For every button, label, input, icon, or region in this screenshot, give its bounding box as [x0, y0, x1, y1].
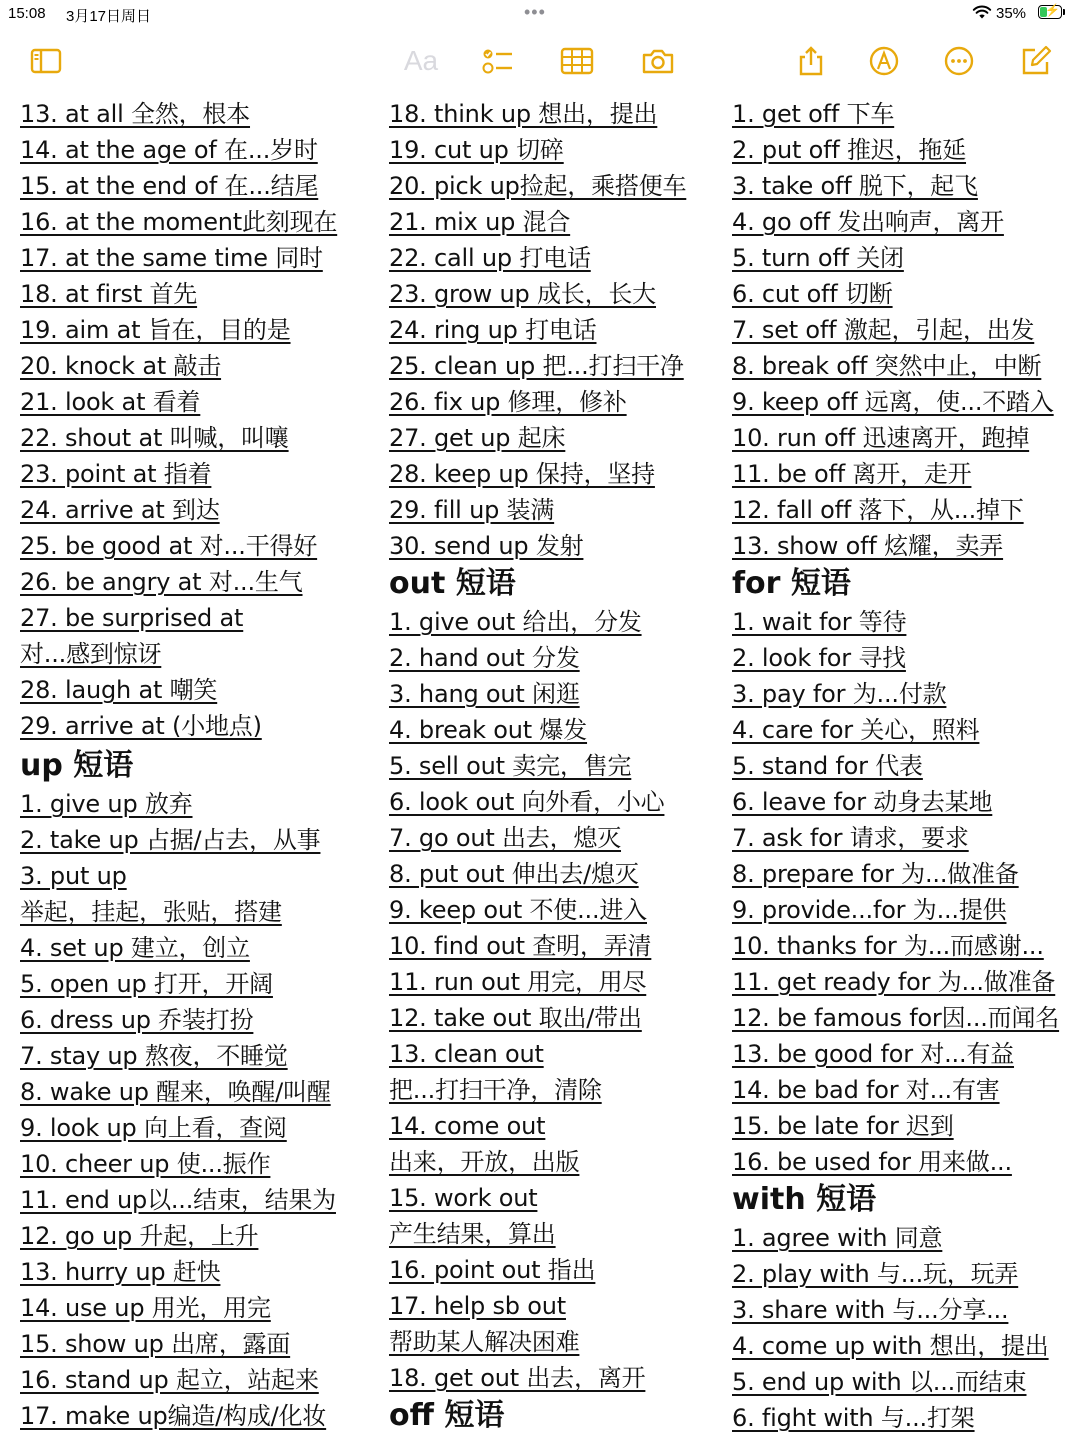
phrase-line: 21. look at 看着: [20, 388, 201, 416]
more-icon: [942, 45, 976, 77]
phrase-line: 30. send up 发射: [389, 532, 584, 560]
phrase-line: 20. knock at 敲击: [20, 352, 222, 380]
phrase-line: 15. work out: [389, 1184, 538, 1212]
phrase-line: 18. think up 想出，提出: [389, 100, 658, 128]
phrase-line: 14. at the age of 在...岁时: [20, 136, 318, 164]
phrase-line: 7. ask for 请求，要求: [732, 824, 969, 852]
checklist-button[interactable]: [478, 44, 516, 78]
compose-button[interactable]: [1017, 44, 1055, 78]
phrase-line: 10. find out 查明，弄清: [389, 932, 652, 960]
phrase-line: 12. fall off 落下，从...掉下: [732, 496, 1024, 524]
table-icon: [560, 45, 594, 77]
phrase-line: 帮助某人解决困难: [389, 1328, 580, 1356]
phrase-line: 3. pay for 为...付款: [732, 680, 947, 708]
table-button[interactable]: [558, 44, 596, 78]
phrase-line: 2. play with 与...玩，玩弄: [732, 1260, 1019, 1288]
phrase-line: 27. be surprised at: [20, 604, 244, 632]
phrase-line: 16. be used for 用来做...: [732, 1148, 1012, 1176]
phrase-line: 15. show up 出席，露面: [20, 1330, 291, 1358]
status-time: 15:08: [8, 5, 46, 22]
note-column-3: [732, 96, 1078, 1436]
phrase-line: 举起，挂起，张贴，搭建: [20, 898, 282, 926]
phrase-line: 9. provide...for 为...提供: [732, 896, 1007, 924]
phrase-line: 出来，开放，出版: [389, 1148, 580, 1176]
phrase-line: 28. keep up 保持，坚持: [389, 460, 655, 488]
section-heading: out 短语: [389, 566, 516, 601]
phrase-line: 1. give up 放弃: [20, 790, 193, 818]
phrase-line: 3. take off 脱下，起飞: [732, 172, 978, 200]
phrase-line: 16. stand up 起立，站起来: [20, 1366, 319, 1394]
phrase-line: 26. fix up 修理，修补: [389, 388, 627, 416]
phrase-line: 7. stay up 熬夜，不睡觉: [20, 1042, 288, 1070]
battery-nub: [1063, 9, 1065, 15]
phrase-line: 16. point out 指出: [389, 1256, 596, 1284]
phrase-line: 11. end up以...结束，结果为: [20, 1186, 336, 1214]
phrase-line: 3. share with 与...分享...: [732, 1296, 1009, 1324]
phrase-line: 25. clean up 把...打扫干净: [389, 352, 684, 380]
phrase-line: 5. end up with 以...而结束: [732, 1368, 1027, 1396]
phrase-line: 29. arrive at (小地点): [20, 712, 262, 740]
phrase-line: 10. cheer up 使...振作: [20, 1150, 271, 1178]
phrase-line: 12. take out 取出/带出: [389, 1004, 642, 1032]
phrase-line: 9. look up 向上看，查阅: [20, 1114, 287, 1142]
phrase-line: 3. hang out 闲逛: [389, 680, 580, 708]
phrase-line: 5. sell out 卖完，售完: [389, 752, 632, 780]
phrase-line: 1. get off 下车: [732, 100, 895, 128]
checklist-icon: [480, 45, 514, 77]
phrase-line: 14. use up 用光，用完: [20, 1294, 271, 1322]
phrase-line: 9. keep off 远离，使...不踏入: [732, 388, 1054, 416]
phrase-line: 20. pick up捡起，乘搭便车: [389, 172, 687, 200]
phrase-line: 15. be late for 迟到: [732, 1112, 954, 1140]
phrase-line: 28. laugh at 嘲笑: [20, 676, 218, 704]
phrase-line: 13. at all 全然，根本: [20, 100, 251, 128]
phrase-line: 4. come up with 想出，提出: [732, 1332, 1049, 1360]
phrase-line: 6. dress up 乔装打扮: [20, 1006, 254, 1034]
phrase-line: 8. prepare for 为...做准备: [732, 860, 1019, 888]
phrase-line: 25. be good at 对...干得好: [20, 532, 318, 560]
phrase-line: 27. get up 起床: [389, 424, 566, 452]
phrase-line: 13. hurry up 赶快: [20, 1258, 221, 1286]
phrase-line: 11. run out 用完，用尽: [389, 968, 647, 996]
phrase-line: 5. stand for 代表: [732, 752, 923, 780]
phrase-line: 18. get out 出去，离开: [389, 1364, 646, 1392]
phrase-line: 23. point at 指着: [20, 460, 212, 488]
phrase-line: 22. call up 打电话: [389, 244, 591, 272]
battery-percent: 35%: [996, 5, 1027, 22]
phrase-line: 10. run off 迅速离开，跑掉: [732, 424, 1030, 452]
phrase-line: 13. show off 炫耀，卖弄: [732, 532, 1004, 560]
section-heading: for 短语: [732, 566, 851, 601]
phrase-line: 16. at the moment此刻现在: [20, 208, 338, 236]
phrase-line: 6. leave for 动身去某地: [732, 788, 993, 816]
status-date: 3月17日周日: [66, 8, 152, 25]
compose-icon: [1019, 45, 1053, 77]
phrase-line: 4. set up 建立，创立: [20, 934, 250, 962]
phrase-line: 4. care for 关心，照料: [732, 716, 980, 744]
phrase-line: 18. at first 首先: [20, 280, 198, 308]
phrase-line: 4. go off 发出响声，离开: [732, 208, 1004, 236]
camera-button[interactable]: [639, 44, 677, 78]
phrase-line: 把...打扫干净，清除: [389, 1076, 602, 1104]
phrase-line: 13. clean out: [389, 1040, 544, 1068]
notes-toolbar: [0, 36, 1080, 86]
phrase-line: 2. look for 寻找: [732, 644, 906, 672]
phrase-line: 15. at the end of 在...结尾: [20, 172, 319, 200]
phrase-line: 5. turn off 关闭: [732, 244, 904, 272]
phrase-line: 产生结果，算出: [389, 1220, 556, 1248]
phrase-line: 12. go up 升起，上升: [20, 1222, 259, 1250]
markup-button[interactable]: [865, 44, 903, 78]
more-button[interactable]: [940, 44, 978, 78]
phrase-line: 8. break off 突然中止，中断: [732, 352, 1042, 380]
phrase-line: 14. be bad for 对...有害: [732, 1076, 1000, 1104]
phrase-line: 21. mix up 混合: [389, 208, 571, 236]
markup-icon: [867, 45, 901, 77]
phrase-line: 5. open up 打开，开阔: [20, 970, 273, 998]
phrase-line: 1. give out 给出，分发: [389, 608, 642, 636]
status-bar: [0, 0, 1080, 28]
phrase-line: 9. keep out 不使...进入: [389, 896, 647, 924]
phrase-line: 8. put out 伸出去/熄灭: [389, 860, 639, 888]
phrase-line: 4. break out 爆发: [389, 716, 588, 744]
phrase-line: 3. put up: [20, 862, 127, 890]
phrase-line: 2. take up 占据/占去，从事: [20, 826, 321, 854]
phrase-line: 1. agree with 同意: [732, 1224, 943, 1252]
phrase-line: 24. arrive at 到达: [20, 496, 220, 524]
phrase-line: 1. wait for 等待: [732, 608, 907, 636]
note-column-2: [389, 96, 719, 1436]
phrase-line: 24. ring up 打电话: [389, 316, 597, 344]
format-label: Aa: [403, 45, 439, 76]
phrase-line: 10. thanks for 为...而感谢...: [732, 932, 1044, 960]
camera-icon: [641, 45, 675, 77]
share-button[interactable]: [792, 44, 830, 78]
phrase-line: 7. go out 出去，熄灭: [389, 824, 622, 852]
section-heading: off 短语: [389, 1398, 505, 1433]
multitasking-dots-icon[interactable]: •••: [524, 2, 546, 22]
share-icon: [794, 45, 828, 77]
phrase-line: 8. wake up 醒来，唤醒/叫醒: [20, 1078, 331, 1106]
phrase-line: 17. help sb out: [389, 1292, 566, 1320]
phrase-line: 7. set off 激起，引起，出发: [732, 316, 1035, 344]
phrase-line: 12. be famous for因...而闻名: [732, 1004, 1060, 1032]
phrase-line: 19. aim at 旨在，目的是: [20, 316, 291, 344]
format-button[interactable]: [399, 44, 443, 78]
phrase-line: 11. be off 离开，走开: [732, 460, 972, 488]
phrase-line: 29. fill up 装满: [389, 496, 555, 524]
note-column-1: [20, 96, 370, 1434]
section-heading: with 短语: [732, 1182, 877, 1217]
phrase-line: 19. cut up 切碎: [389, 136, 564, 164]
sidebar-icon: [29, 45, 63, 77]
phrase-line: 22. shout at 叫喊，叫嚷: [20, 424, 289, 452]
section-heading: up 短语: [20, 748, 134, 783]
phrase-line: 17. make up编造/构成/化妆: [20, 1402, 327, 1430]
sidebar-toggle-button[interactable]: [27, 44, 65, 78]
battery-icon: [1038, 5, 1062, 19]
phrase-line: 6. cut off 切断: [732, 280, 893, 308]
phrase-line: 2. hand out 分发: [389, 644, 580, 672]
phrase-line: 2. put off 推迟，拖延: [732, 136, 967, 164]
wifi-icon: [972, 4, 992, 20]
phrase-line: 23. grow up 成长，长大: [389, 280, 656, 308]
charging-bolt-icon: ⚡: [1045, 3, 1060, 17]
phrase-line: 对...感到惊讶: [20, 640, 162, 668]
phrase-line: 6. look out 向外看，小心: [389, 788, 665, 816]
phrase-line: 13. be good for 对...有益: [732, 1040, 1015, 1068]
phrase-line: 11. get ready for 为...做准备: [732, 968, 1056, 996]
phrase-line: 6. fight with 与...打架: [732, 1404, 975, 1432]
phrase-line: 26. be angry at 对...生气: [20, 568, 303, 596]
phrase-line: 17. at the same time 同时: [20, 244, 323, 272]
phrase-line: 14. come out: [389, 1112, 546, 1140]
